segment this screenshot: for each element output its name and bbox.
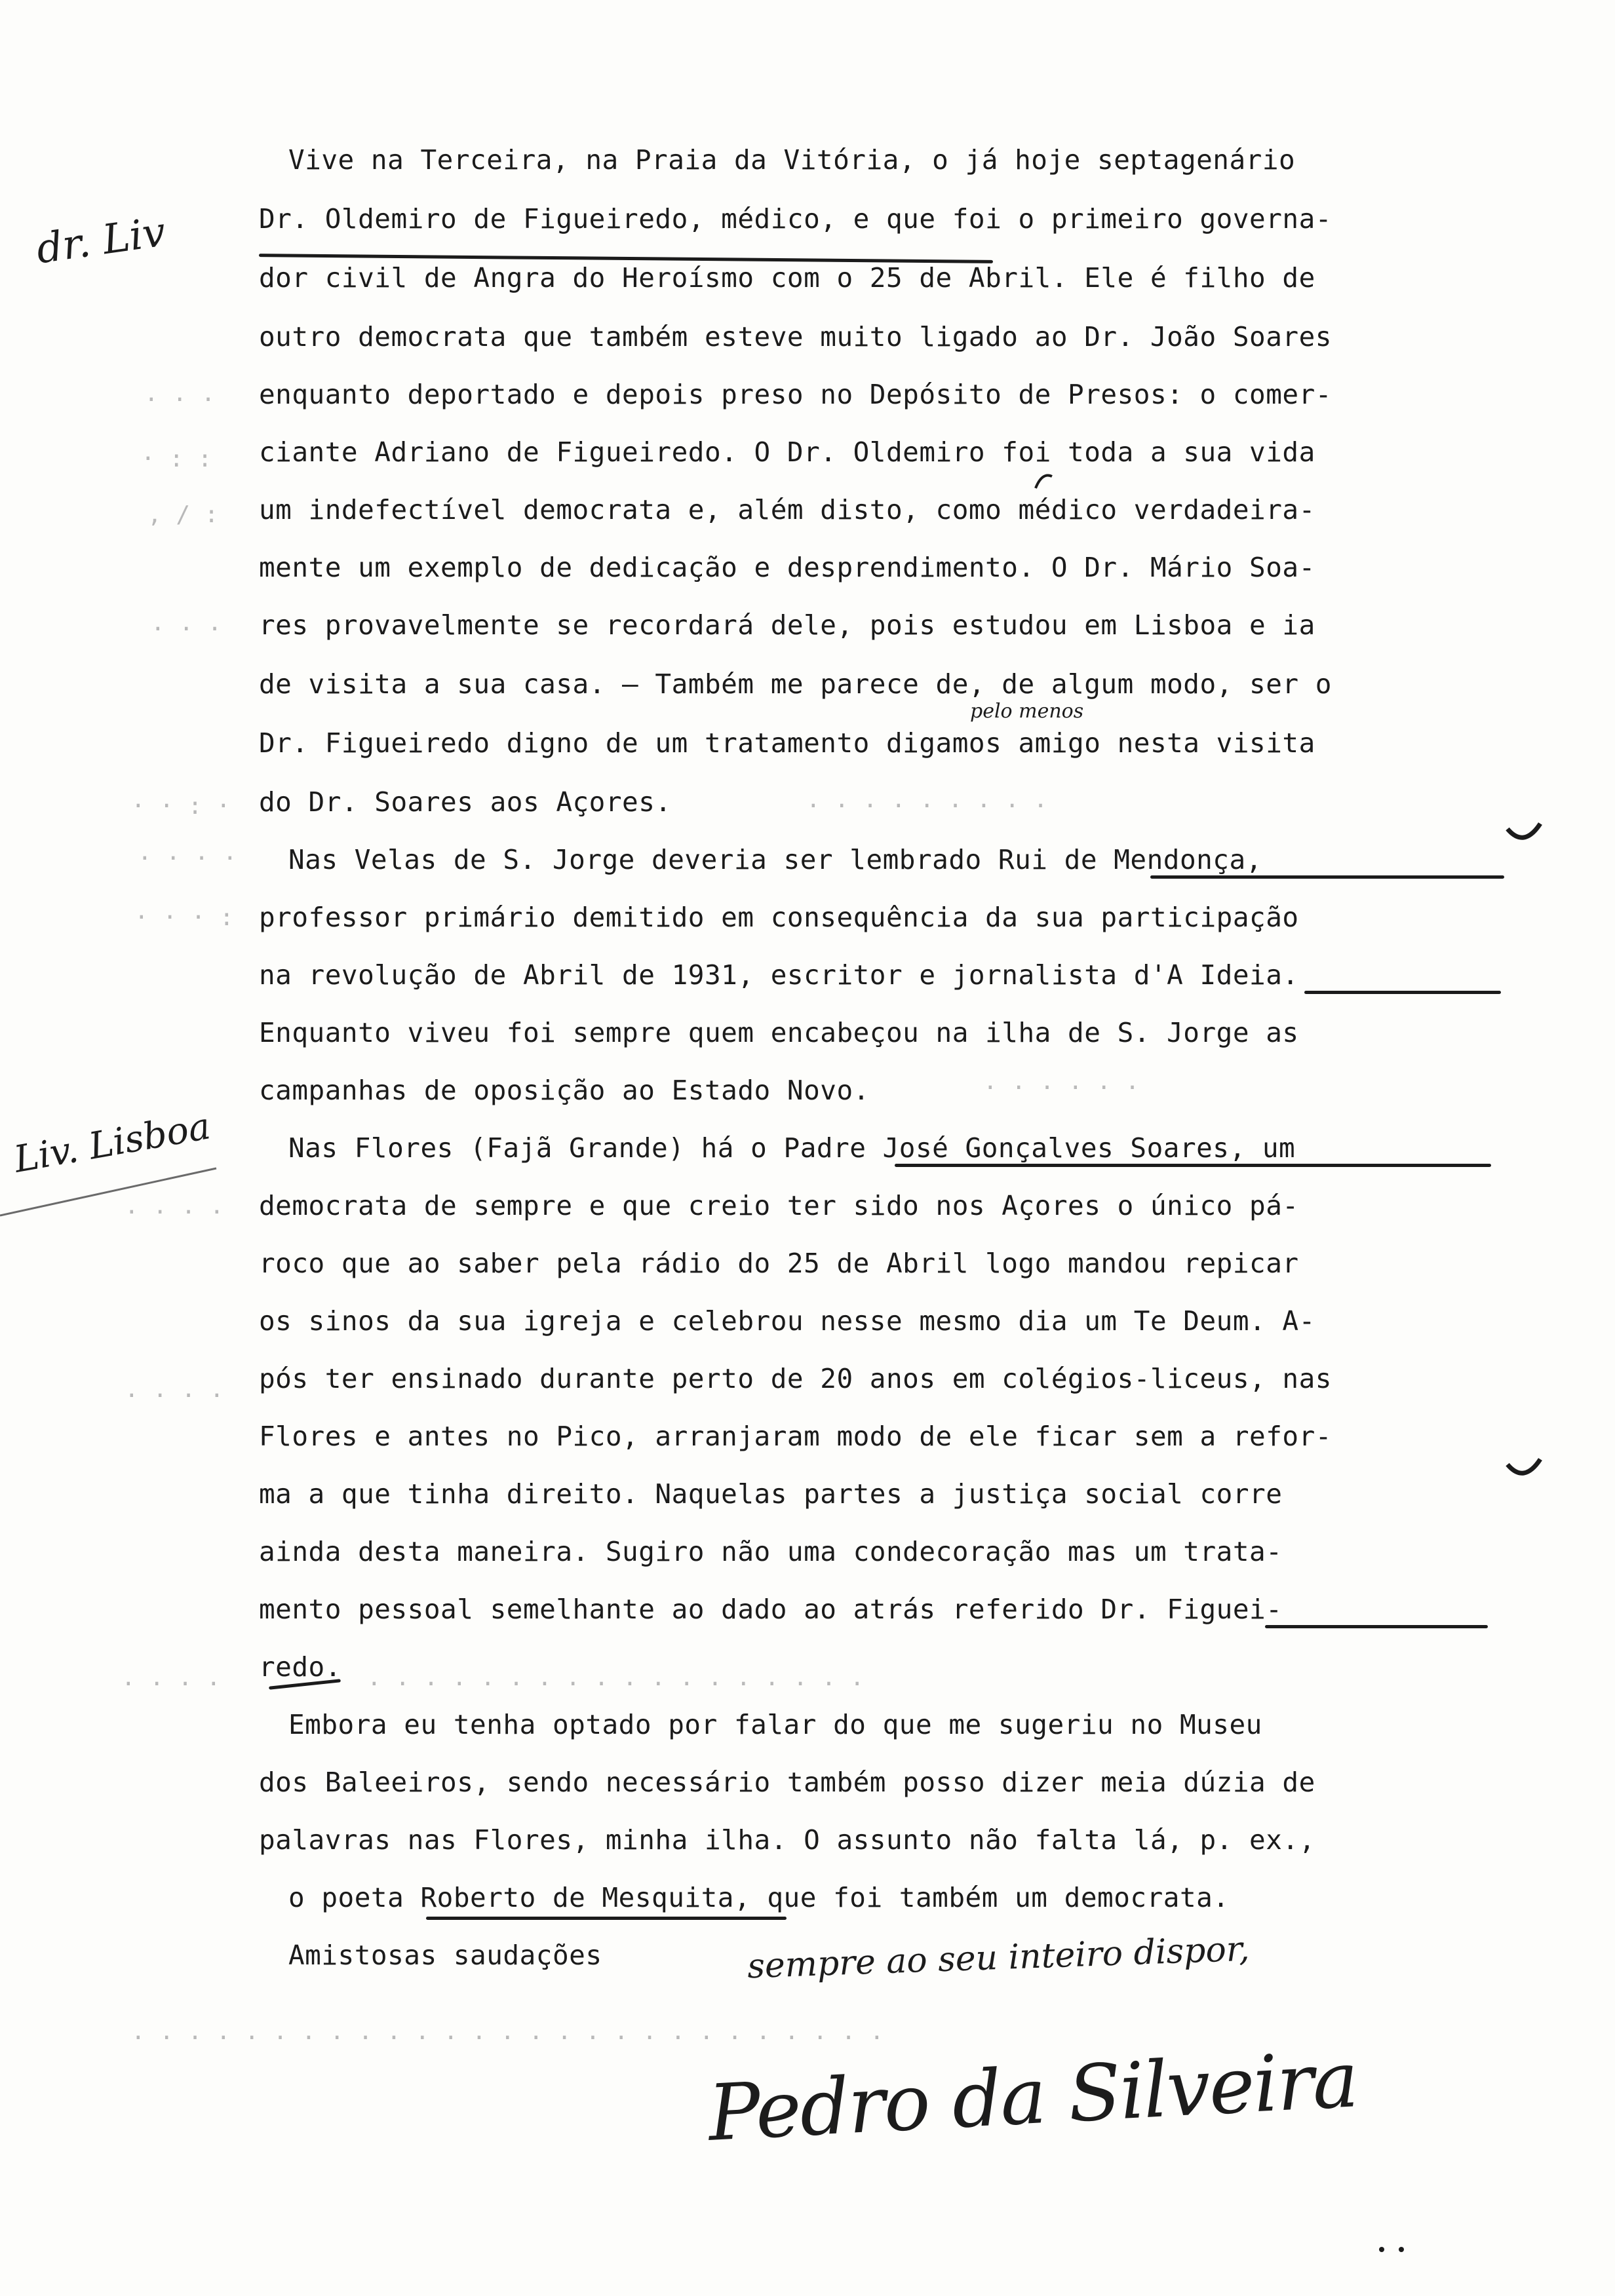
text-line: Vive na Terceira, na Praia da Vitória, o já hoje septagenário <box>288 144 1296 176</box>
bleed-through-mark: · · : · <box>131 793 231 820</box>
bleed-through-mark: · · · · · · · · · · · · · · · · · · <box>367 1671 865 1698</box>
bleed-through-mark: · · · · · · · · · · · · · · · · · · · · · · · · · · · <box>131 2025 884 2052</box>
margin-note: dr. Liv <box>33 207 169 273</box>
text-line: enquanto deportado e depois preso no Depósito de Presos: o comer- <box>259 379 1332 410</box>
bleed-through-mark: · · · · <box>138 845 237 872</box>
text-line: Enquanto viveu foi sempre quem encabeçou na ilha de S. Jorge as <box>259 1017 1299 1048</box>
text-line: Flores e antes no Pico, arranjaram modo de ele ficar sem a refor- <box>259 1421 1332 1452</box>
handwritten-closing: sempre ao seu inteiro dispor, <box>747 1929 1251 1987</box>
bracket-mark <box>1508 1459 1540 1473</box>
text-line: ma a que tinha direito. Naquelas partes a justiça social corre <box>259 1478 1283 1510</box>
text-line: ainda desta maneira. Sugiro não uma condecoração mas um trata- <box>259 1536 1283 1567</box>
text-line: professor primário demitido em consequência da sua participação <box>259 902 1299 933</box>
text-line: campanhas de oposição ao Estado Novo. <box>259 1075 870 1106</box>
text-line: pós ter ensinado durante perto de 20 anos em colégios-liceus, nas <box>259 1363 1332 1394</box>
text-line: o poeta Roberto de Mesquita, que foi também um democrata. <box>288 1882 1230 1913</box>
ink-dot <box>1399 2247 1404 2252</box>
bleed-through-mark: · · · · <box>121 1671 221 1698</box>
text-line: democrata de sempre e que creio ter sido nos Açores o único pá- <box>259 1190 1299 1221</box>
text-line: Dr. Oldemiro de Figueiredo, médico, e que foi o primeiro governa- <box>259 203 1332 235</box>
bracket-mark <box>1508 824 1540 837</box>
text-line: dor civil de Angra do Heroísmo com o 25 de Abril. Ele é filho de <box>259 262 1315 294</box>
bleed-through-mark: · · · · · · · · · <box>806 793 1048 820</box>
text-line: redo. <box>259 1651 341 1683</box>
text-line: ciante Adriano de Figueiredo. O Dr. Oldemiro foi toda a sua vida <box>259 436 1315 468</box>
text-line: de visita a sua casa. — Também me parece de, de algum modo, ser o <box>259 668 1332 700</box>
text-line: palavras nas Flores, minha ilha. O assunto não falta lá, p. ex., <box>259 1824 1315 1856</box>
text-line: do Dr. Soares aos Açores. <box>259 786 672 818</box>
bleed-through-mark: · · · · <box>125 1383 224 1409</box>
text-line: Dr. Figueiredo digno de um tratamento digamos amigo nesta visita <box>259 727 1315 759</box>
signature: Pedro da Silveira <box>706 2034 1360 2158</box>
text-line: mento pessoal semelhante ao dado ao atrás referido Dr. Figuei- <box>259 1594 1283 1625</box>
bleed-through-mark: · · · <box>151 616 222 643</box>
stray-pencil-line <box>0 1168 216 1215</box>
bleed-through-mark: · · · : <box>134 904 234 931</box>
text-line: mente um exemplo de dedicação e desprendimento. O Dr. Mário Soa- <box>259 552 1315 583</box>
text-line: na revolução de Abril de 1931, escritor e jornalista d'A Ideia. <box>259 959 1299 991</box>
text-line: dos Baleeiros, sendo necessário também posso dizer meia dúzia de <box>259 1767 1315 1798</box>
margin-note: Liv. Lisboa <box>10 1105 214 1181</box>
text-line: Nas Velas de S. Jorge deveria ser lembrado Rui de Mendonça, <box>288 844 1262 875</box>
text-line: res provavelmente se recordará dele, pois estudou em Lisboa e ia <box>259 609 1315 641</box>
bleed-through-mark: · · · · <box>125 1199 224 1226</box>
text-line: Amistosas saudações <box>288 1940 602 1971</box>
bleed-through-mark: · : : <box>141 446 212 472</box>
bleed-through-mark: · · · <box>144 387 216 413</box>
bleed-through-mark: · · · · · · <box>983 1075 1140 1101</box>
text-line: outro democrata que também esteve muito ligado ao Dr. João Soares <box>259 321 1332 353</box>
handwritten-insertion: pelo menos <box>970 700 1084 723</box>
caret-mark <box>1036 475 1052 488</box>
text-line: Nas Flores (Fajã Grande) há o Padre José Gonçalves Soares, um <box>288 1132 1296 1164</box>
text-line: Embora eu tenha optado por falar do que me sugeriu no Museu <box>288 1709 1262 1740</box>
ink-dot <box>1379 2247 1384 2252</box>
bleed-through-mark: , / : <box>147 501 219 528</box>
text-line: os sinos da sua igreja e celebrou nesse mesmo dia um Te Deum. A- <box>259 1305 1315 1337</box>
text-line: um indefectível democrata e, além disto, como médico verdadeira- <box>259 494 1315 526</box>
text-line: roco que ao saber pela rádio do 25 de Abril logo mandou repicar <box>259 1248 1299 1279</box>
